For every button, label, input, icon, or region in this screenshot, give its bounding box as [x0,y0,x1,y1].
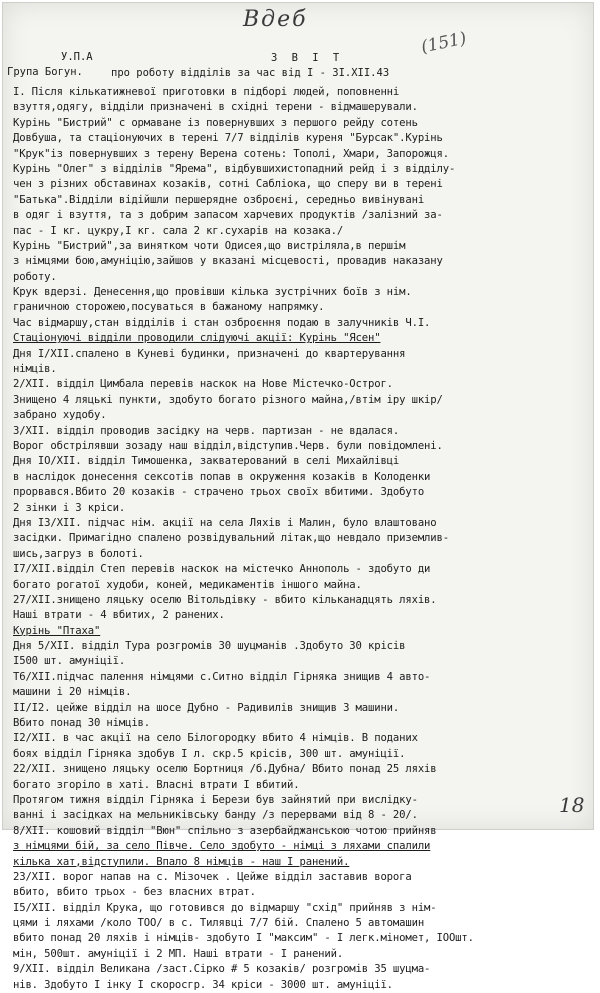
text-line: Протягом тижня відділ Гірняка і Берези був зайнятий при вислідку- [13,793,418,806]
text-line: Дня 5/ХІІ. відділ Тура розгромів 30 шуцманів .Здобуто 30 крісів [13,640,406,653]
text-line: Стаціонуючі відділи проводили слідуючі акції: Курінь "Ясен" [13,332,381,345]
org-name: У.П.А [61,51,93,63]
text-line: І2/ХІІ. в час акції на село Білогородку вбито 4 німців. В поданих [13,732,418,745]
text-line: Т6/ХІІ.підчас палення німцями с.Ситно відділ Гірняка знищив 4 авто- [13,670,431,683]
handwritten-page-mark: Вдеб [243,7,308,32]
text-line: в одяг і взуття, та з добрим запасом харчевих продуктів /залізний за- [13,209,443,222]
text-line: Дня ІЗ/ХІІ. підчас нім. акції на села Ляхів і Малин, було влаштовано [13,516,437,529]
text-line: ІІ/І2. цейже відділ на шосе Дубно - Радивилів знищив 3 машини. [13,701,400,714]
text-line: в наслідок донесення сексотів попав в окруження козаків в Колоденки [13,470,431,483]
report-subtitle: про роботу відділів за час від І - 3І.ХІІ.43 [111,67,390,79]
text-line: пас - І кг. цукру,І кг. сала 2 кг.сухарів на козака./ [13,224,344,237]
text-line: нів. Здобуто І інку І скоросгр. 34 кріси - 3000 шт. амуніції. [13,978,393,991]
text-line: Час відмаршу,стан відділів і стан озброєння подаю в залучників Ч.І. [13,316,431,329]
text-line: "Батька".Відділи відійшли першерядне озброєні, середньо вивінувані [13,193,425,206]
text-line: вбито, вбито трьох - без власних втрат. [13,886,256,899]
text-line: богато згоріло в хаті. Власні втрати І вбитий. [13,778,300,791]
text-line: мін, 500шт. амуніції і 2 МП. Наші втрати - І ранений. [13,947,344,960]
text-line: Дня ІО/ХІІ. відділ Тимошенка, закватерований в селі Михайлівці [13,455,400,468]
text-line: засідки. Примагідно спалено розвідувальний літак,що невдало приземлив- [13,532,449,545]
text-line: вбито понад 20 ляхів і німців- здобуто І "максим" - І легк.міномет, ІООшт. [13,932,474,945]
handwritten-page-number: 18 [559,793,585,817]
text-line: цями і ляхами /коло ТОО/ в с. Тилявці 7/7 бій. Спалено 5 автомашин [13,917,425,930]
text-line: з німцями бій, за село Півче. Село здобуто - німці з ляхами спалили [13,840,431,853]
text-line: шись,загруз в болоті. [13,547,144,560]
text-line: машини і 20 німців. [13,686,132,699]
report-title: З В І Т [271,52,344,64]
text-line: Курінь "Олег" з відділів "Ярема", відбувшихистопадний рейд і з відділу- [13,162,456,175]
text-line: Ворог обстрілявши зозаду наш відділ,відступив.Черв. були повідомлені. [13,439,443,452]
text-line: взуття,одягу, відділи призначені в східні терени - відмашерували. [13,101,418,114]
handwritten-archive-number: (151) [419,28,469,58]
text-line: Курінь "Бистрий" с ормаване із повернувших з першого рейду сотень [13,116,418,129]
text-line: Знищено 4 ляцькі пункти, здобуто богато різного майна,/втім іру шкір/ [13,393,443,406]
text-line: Крук вдерзі. Денесення,що провівши кілька зустрічних боїв з нім. [13,286,412,299]
text-line: з німцями бою,амуніцію,зайшов у вказані місцевості, провадив наказану [13,255,443,268]
text-line: граничною сторожею,посуваться в бажаному напрямку. [13,301,325,314]
text-line: забрано худобу. [13,409,107,422]
text-line: 3/ХІІ. відділ проводив засідку на черв. партизан - не вдалася. [13,424,400,437]
text-line: чен з різних обставинах козаків, сотні Сабліока, що сперу ви в терені [13,178,443,191]
text-line: 2/ХІІ. відділ Цимбала перевів наскок на Нове Містечко-Острог. [13,378,393,391]
text-line: 2 зінки і 3 кріси. [13,501,126,514]
text-line: Наші втрати - 4 вбитих, 2 ранених. [13,609,225,622]
text-line: кілька хат,відступили. Впало 8 німців - наш І ранений. [13,855,350,868]
group-name: Група Богун. [7,66,83,78]
text-line: 8/ХІІ. кошовий відділ "Вюн" спільно з азербайджанською чотою прийняв [13,824,437,837]
text-line: роботу. [13,270,57,283]
text-line: І. Після кількатижневої приготовки в підборі людей, поповненні [13,86,400,98]
text-line: Курінь "Бистрий",за винятком чоти Одисея,що вистріляла,в першім [13,239,406,252]
text-line: 27/ХІІ.знищено ляцьку оселю Вітольдівку - вбито кільканадцять ляхів. [13,593,437,606]
text-line: Курінь "Птаха" [13,624,101,637]
text-line: боях відділ Гірняка здобув І л. скр.5 крісів, 300 шт. амуніції. [13,747,406,760]
report-body [13,85,593,993]
text-line: І500 шт. амуніції. [13,655,126,668]
text-line: І7/ХІІ.відділ Степ перевів наскок на містечко Аннополь - здобуто ди [13,563,431,576]
text-line: 22/ХІІ. знищено ляцьку оселю Бортниця /б.Дубна/ Вбито понад 25 ляхів [13,763,437,776]
text-line: прорвався.Вбито 20 козаків - стрaчено трьох своїх вбитими. Здобуто [13,486,425,499]
text-line: німців. [13,363,57,376]
text-line: Довбуша, та стаціонуючих в терені 7/7 відділів куреня "Бурсак".Курінь [13,132,443,145]
text-line: 23/ХІІ. ворог напав на с. Мізочек . Цейже відділ заставив ворога [13,870,412,883]
text-line: І5/ХІІ. відділ Крука, що готовився до відмаршу "схід" прийняв з нім- [13,901,437,914]
document-sheet [2,2,594,991]
text-line: богато рогатої худоби, коней, медикаментів іншого майна. [13,578,362,591]
text-line: "Крук"із повернувших з терену Верена сотень: Тополі, Хмари, Запорожця. [13,147,449,160]
text-line: Вбито понад 30 німців. [13,717,151,730]
text-line: Дня І/ХІІ.спалено в Куневі будинки, призначені до квартерування [13,347,406,360]
text-line: ванні і засідках на мельниківську банду /з перервами від 8 - 20/. [13,809,418,822]
text-line: 9/ХІІ. відділ Великана /заст.Сірко # 5 козаків/ розгромів 35 шуцма- [13,963,431,976]
